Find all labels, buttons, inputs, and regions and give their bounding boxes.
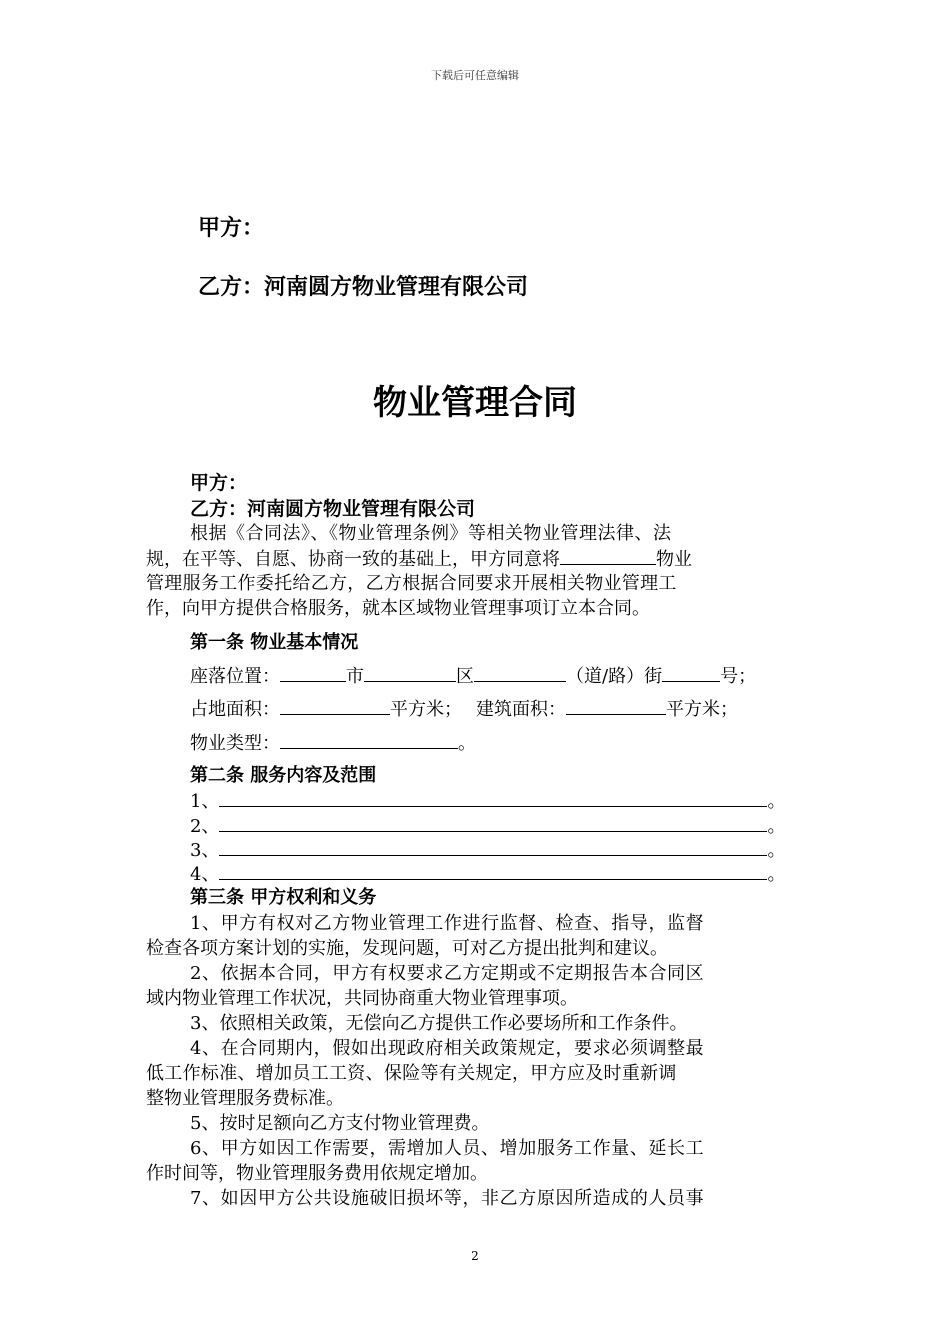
article-3-p4-line-2: 低工作标准、增加员工工资、保险等有关规定，甲方应及时重新调 [146,1063,677,1084]
article-3-p5: 5、按时足额向乙方支付物业管理费。 [190,1113,490,1134]
property-type-blank[interactable] [280,731,458,749]
article-3-heading: 第三条 甲方权利和义务 [190,887,377,908]
article-3-p6-line-1: 6、甲方如因工作需要，需增加人员、增加服务工作量、延长工 [190,1138,705,1159]
article-3-p4-line-3: 整物业管理服务费标准。 [146,1088,344,1109]
service-item-number: 3、 [190,840,220,861]
intro-line-2-tail: 物业 [656,549,692,570]
property-type-period: 。 [458,733,476,754]
service-item-4 [146,862,850,887]
intro-line-4: 作，向甲方提供合格服务，就本区域物业管理事项订立本合同。 [146,598,650,619]
article-3-p4-line-1: 4、在合同期内，假如出现政府相关政策规定，要求必须调整最 [190,1038,705,1059]
article-3-p2-line-2: 域内物业管理工作状况，共同协商重大物业管理事项。 [146,988,578,1009]
building-area-label: 建筑面积： [476,699,566,720]
number-label: 号； [720,666,757,687]
intro-line-2 [146,547,806,572]
cover-party-a: 甲方： [198,216,265,241]
article-3-p6-line-2: 作时间等，物业管理服务费用依规定增加。 [146,1163,488,1184]
location-label: 座落位置： [190,666,280,687]
building-area-unit: 平方米； [666,699,738,720]
intro-line-3: 管理服务工作委托给乙方，乙方根据合同要求开展相关物业管理工 [146,573,677,594]
location-line [146,664,850,689]
intro-line-2-text: 规，在平等、自愿、协商一致的基础上，甲方同意将 [146,549,560,570]
district-blank[interactable] [364,664,456,682]
service-item-2 [146,814,850,839]
party-b-line: 乙方：河南圆方物业管理有限公司 [190,498,476,520]
service-item-number: 1、 [190,791,220,812]
service-item-number: 4、 [190,864,220,885]
article-3-p3: 3、依照相关政策，无偿向乙方提供工作必要场所和工作条件。 [190,1013,688,1034]
contract-title: 物业管理合同 [373,383,577,423]
service-item-3 [146,838,850,863]
service-item-blank[interactable] [219,814,767,832]
service-item-end: 。 [767,864,786,885]
service-item-end: 。 [767,840,786,861]
service-item-blank[interactable] [219,862,767,880]
land-area-label: 占地面积： [190,699,280,720]
header-note: 下载后可任意编辑 [431,69,519,82]
article-1-heading: 第一条 物业基本情况 [190,632,359,653]
property-name-blank[interactable] [560,547,656,565]
land-area-unit: 平方米； [390,699,462,720]
article-2-heading: 第二条 服务内容及范围 [190,765,377,786]
city-label: 市 [346,666,364,687]
service-item-end: 。 [767,816,786,837]
property-type-label: 物业类型： [190,733,280,754]
road-blank[interactable] [474,664,566,682]
cover-party-b: 乙方：河南圆方物业管理有限公司 [198,275,529,300]
street-label: （道/路）街 [566,666,663,687]
article-3-p2-line-1: 2、依据本合同，甲方有权要求乙方定期或不定期报告本合同区 [190,963,705,984]
service-item-blank[interactable] [219,838,767,856]
service-item-end: 。 [767,791,786,812]
building-area-blank[interactable] [566,697,666,715]
city-blank[interactable] [280,664,346,682]
service-item-blank[interactable] [219,789,767,807]
land-area-blank[interactable] [280,697,390,715]
service-item-1 [146,789,850,814]
page-number: 2 [471,1249,479,1263]
article-3-p7-line-1: 7、如因甲方公共设施破旧损坏等，非乙方原因所造成的人员事 [190,1188,705,1209]
area-line [146,697,850,722]
district-label: 区 [456,666,474,687]
property-type-line [146,731,850,756]
intro-line-1: 根据《合同法》、《物业管理条例》等相关物业管理法律、法 [190,523,672,544]
house-number-blank[interactable] [662,664,720,682]
article-3-p1-line-2: 检查各项方案计划的实施，发现问题，可对乙方提出批判和建议。 [146,938,668,959]
party-a-line: 甲方： [190,472,248,494]
article-3-p1-line-1: 1、甲方有权对乙方物业管理工作进行监督、检查、指导，监督 [190,913,705,934]
service-item-number: 2、 [190,816,220,837]
